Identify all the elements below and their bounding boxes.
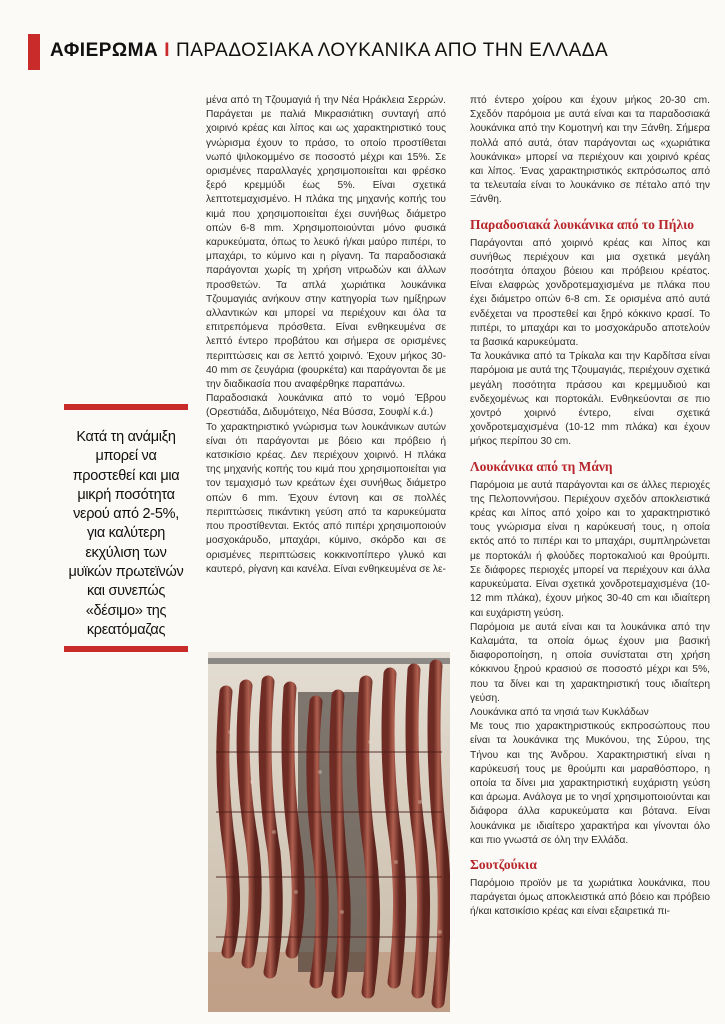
subheading-pelion: Παραδοσιακά λουκάνικα από το Πήλιο (470, 216, 695, 232)
sausages-photo (208, 652, 450, 1012)
sausages-illustration (208, 652, 450, 1012)
paragraph: Τα λουκάνικα από τα Τρίκαλα και την Καρδίτσα είναι παρόμοια με αυτά της Τζουμαγιάς, περιέχουν σχετικά μεγάλη ποσότητα πράσου και κρεμμυδιού και ενδεχομένως και πορτοκάλι. Ενθηκεύονται σε πιο χοντρό χοιρινό έντερο, είναι σχετικά χονδροτεμαχισμένα (10-12 mm πλάκα) και έχουν μήκος περίπου 30 cm. (470, 351, 710, 448)
subheading-mani: Λουκάνικα από τη Μάνη (470, 458, 613, 474)
page-title: ΠΑΡΑΔΟΣΙΑΚΑ ΛΟΥΚΑΝΙΚΑ ΑΠΟ ΤΗΝ ΕΛΛΑΔΑ (176, 40, 609, 61)
paragraph: Λουκάνικα από τα νησιά των Κυκλάδων (470, 706, 649, 718)
header-text (50, 40, 608, 62)
article-column-3 (470, 94, 710, 920)
header-accent-bar (28, 34, 40, 70)
paragraph: Παρόμοια με αυτά παράγονται και σε άλλες περιοχές της Πελοποννήσου. Περιέχουν σχεδόν αποκλειστικά κρέας και λίπος από χοίρο και το χαρακτηριστικό τους γνώρισμα είναι η καρύκευσή τους, η οποία εκτός από το πιπέρι και το μπαχάρι, συμπληρώνεται με πορτοκάλι ή φλούδες πορτοκαλιού και θρούμπι. Σε διάφορες περιοχές μπορεί να περιέχουν και άλλα καρυκεύματα. Είναι σχετικά χονδροτεμαχισμένα (10-12 mm πλάκα), έχουν μήκος 30-40 cm και ιδιαίτερη και ευχάριστη γεύση. (470, 479, 710, 619)
pull-quote-text: Κατά τη ανάμιξη μπορεί να προστεθεί και μια μικρή ποσότητα νερού από 2-5%, για καλύτερη εκχύλιση των μυϊκών πρωτεϊνών και συνεπώς «δέσιμο» της κρεατόμαζας (68, 429, 184, 638)
page-header (28, 34, 708, 70)
paragraph: Το χαρακτηριστικό γνώρισμα των λουκάνικων αυτών είναι ότι παράγονται με βόειο και πρόβειο ή κατσικίσιο κρέας. Δεν περιέχουν χοιρινό. Η πλάκα της μηχανής κοπής του κιμά που χρησιμοποιείται για τον τεμαχισμό των κρεάτων έχει συνήθως διάμετρο οπών 6 mm. Έχουν έντονη και σε πολλές περιπτώσεις πικάντικη γεύση από τα καρυκεύματα που προστίθενται. Εκτός από πιπέρι χρησιμοποιούν μοσχοκάρυδο, μπαχάρι, κύμινο, σκόρδο και σε ορισμένες περιπτώσεις κοκκινοπίπερο γλυκό και καυτερό, ρίγανη και κανέλα. Είναι ενθηκευμένα σε λε- (206, 421, 446, 575)
paragraph: Παράγονται από χοιρινό κρέας και λίπος και συνήθως περιέχουν και μια σχετικά μεγάλη ποσότητα όπαχου βόειου και πρόβειου κρέατος. Είναι ελαφρώς χονδροτεμαχισμένα με πλάκα που έχει διάμετρο οπών 6-8 cm. Σε ορισμένα από αυτά ενδέχεται να προστεθεί και ξηρό κόκκινο κρασί. Το πιπέρι, το μπαχάρι και το μοσχοκάρυδο αποτελούν τα βασικά καρυκεύματα. (470, 237, 710, 349)
header-separator: I (164, 40, 170, 61)
section-label: ΑΦΙΕΡΩΜΑ (50, 40, 159, 61)
article-column-2 (206, 94, 446, 577)
paragraph: Παρόμοια με αυτά είναι και τα λουκάνικα από την Καλαμάτα, τα οποία όμως έχουν μια βασική διαφοροποίηση, η οποία συνίσταται στη χρήση κόκκινου ξηρού κρασιού σε ποσοστό μέχρι και 5%, που τα δίνει και τη χαρακτηριστική τους ιδιαίτερη γεύση. (470, 621, 710, 704)
pull-quote (64, 404, 188, 652)
paragraph: Παρόμοιο προϊόν με τα χωριάτικα λουκάνικα, που παράγεται όμως αποκλειστικά από βόειο και πρόβειο ή/και κατσικίσιο κρέας και είναι εξαιρετικά πι- (470, 877, 710, 918)
paragraph: Με τους πιο χαρακτηριστικούς εκπροσώπους που είναι τα λουκάνικα της Μυκόνου, της Σύρου, της Τήνου και της Άνδρου. Χαρακτηριστική είναι η καρύκευσή τους με θρούμπι και μαραθόσπορο, η οποία τα δίνει μια χαρακτηριστική ευχάριστη γεύση και άρωμα. Ανάλογα με το νησί χρησιμοποιούνται και διάφορα άλλα καρυκεύματα και βότανα. Είναι λουκάνικα με ιδιαίτερο χαρακτήρα και γίνονται όλο και πιο γνωστά σε όλη την Ελλάδα. (470, 721, 710, 846)
paragraph: Παραδοσιακά λουκάνικα από το νομό Έβρου (Ορεστιάδα, Διδυμότειχο, Νέα Βύσσα, Σουφλί κ.ά.) (206, 393, 446, 419)
subheading-soutzoukia: Σουτζούκια (470, 856, 537, 872)
hanging-rail (208, 658, 450, 664)
paragraph: πτό έντερο χοίρου και έχουν μήκος 20-30 cm. Σχεδόν παρόμοια με αυτά είναι και τα παραδοσιακά λουκάνικα από την Κομοτηνή και την Ξάνθη. Σήμερα πολλά από αυτά, όταν παράγονται ως «χωριάτικα λουκάνικα» μπορεί να περιέχουν και χοιρινό κρέας και λίπος. Ένας χαρακτηριστικός εκπρόσωπος από τα τελευταία είναι το λουκάνικο σε πέταλο από την Ξάνθη. (470, 95, 710, 206)
pull-quote-bottom-rule (64, 646, 188, 652)
paragraph: μένα από τη Τζουμαγιά ή την Νέα Ηράκλεια Σερρών. Παράγεται με παλιά Μικρασιάτικη συνταγή από χοιρινό κρέας και λίπος και ως χαρακτηριστικό τους γνώρισμα έχουν το πράσο, το οποίο προστίθεται νωπό ψιλοκομμένο σε ποσοστό μέχρι και 15%. Σε ορισμένες παραλλαγές χρησιμοποιείται και φρέσκο ξερό κρεμμύδι έως 5%. Είναι σχετικά λεπτοτεμαχισμένο. Η πλάκα της μηχανής κοπής του κιμά που χρησιμοποιείται έχει συνήθως διάμετρο οπών 6-8 mm. Χρησιμοποιούνται μόνο φυσικά καρυκεύματα, όπως το λευκό ή/και μαύρο πιπέρι, το μπαχάρι, το κύμινο και η ρίγανη. Τα παραδοσιακά παράγονται χωρίς τη χρήση νιτρωδών και άλλων προσθετών. Τα απλά χωριάτικα λουκάνικα Τζουμαγιάς ανήκουν στην κατηγορία των ημίξηρων αλλαντικών και μπορεί να περιέχουν και όλα τα επιτρεπόμενα πρόσθετα. Είναι ενθηκευμένα σε λεπτό έντερο προβάτου και σήμερα σε ορισμένες περιπτώσεις και σε λεπτό χοιρινό. Έχουν μήκος 30-40 mm σε ζευγάρια (φουρκέτα) και παράγονται δε με την διαδικασία που αναφέρθηκε παραπάνω. (206, 95, 446, 391)
